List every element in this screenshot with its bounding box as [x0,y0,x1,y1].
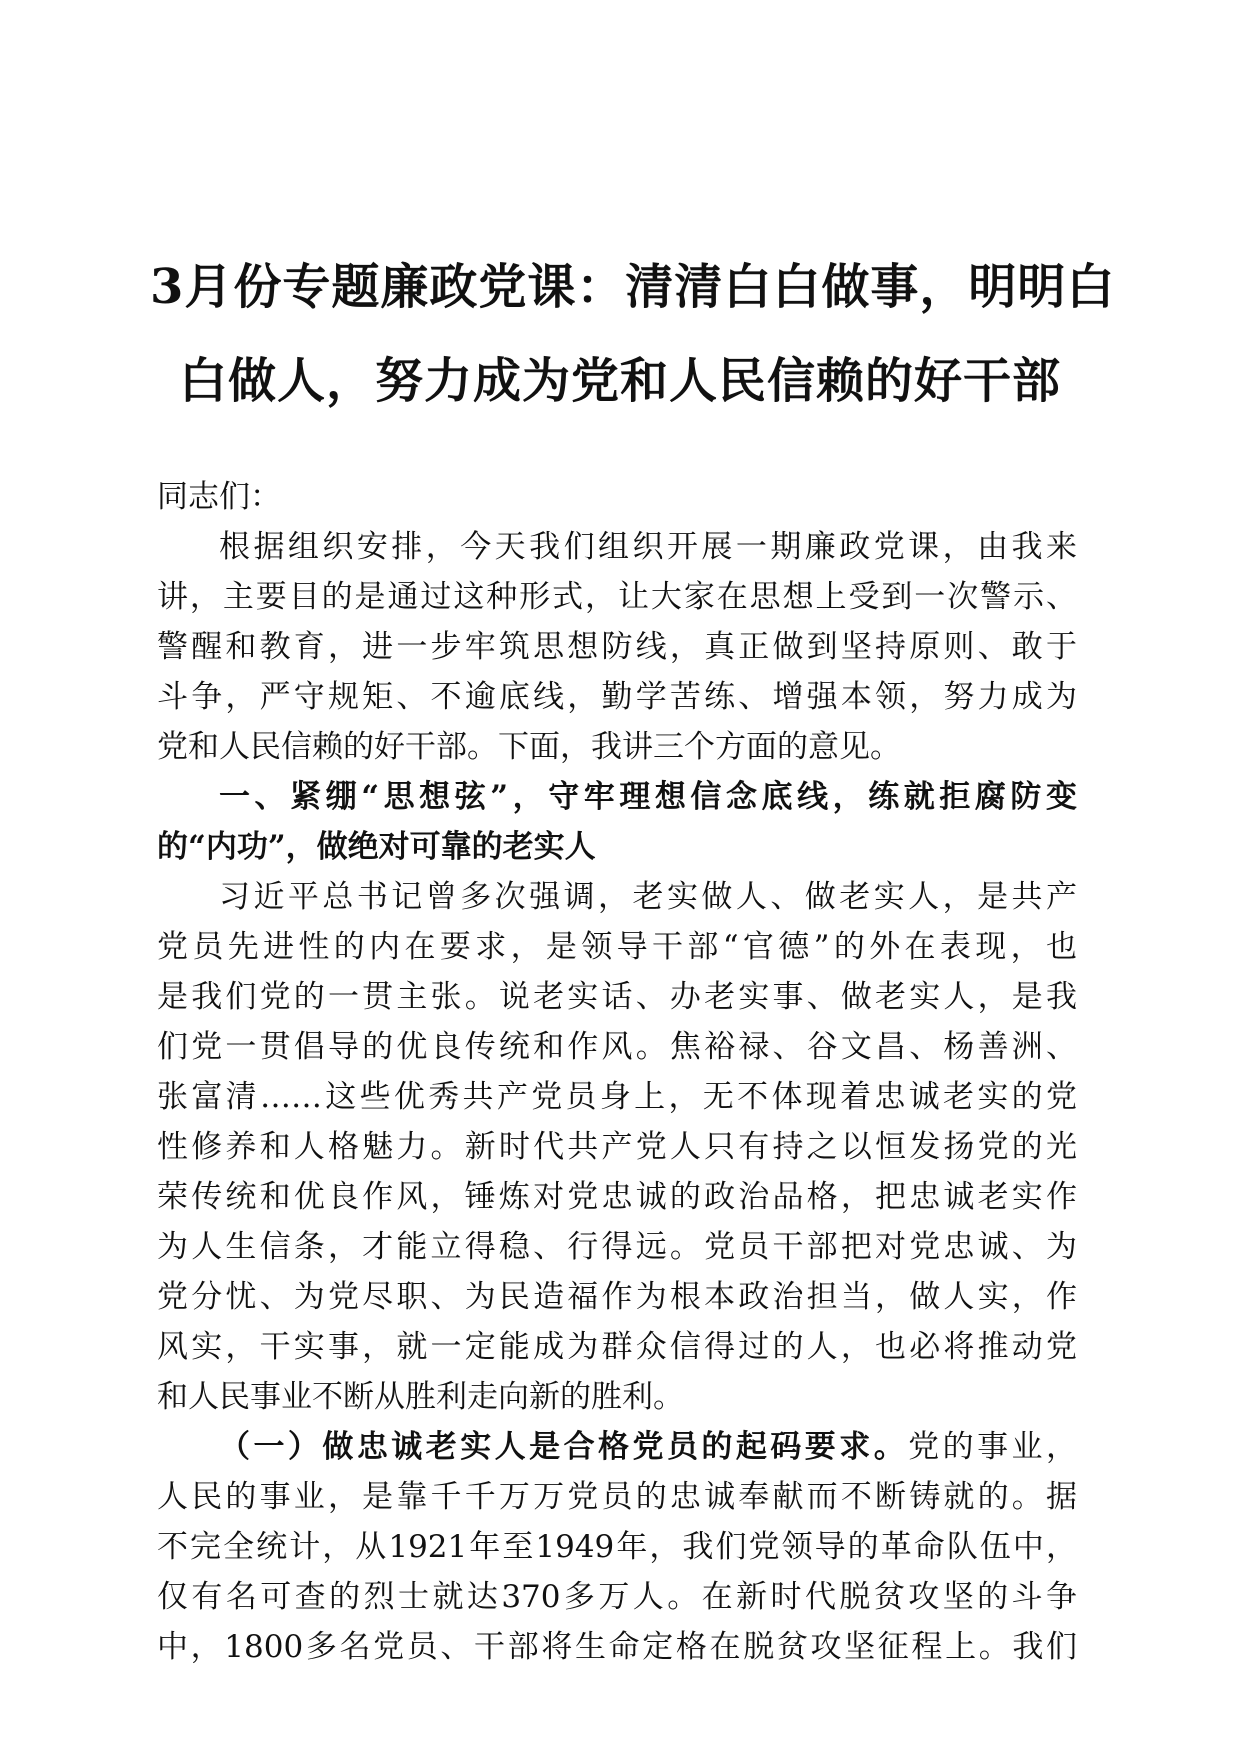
paragraph-line: 中，1800多名党员、干部将生命定格在脱贫攻坚征程上。我们 [157,1629,1077,1665]
paragraph-line: 荣传统和优良作风，锤炼对党忠诚的政治品格，把忠诚老实作 [157,1179,1077,1215]
document-body [157,472,1077,1672]
title-line-2: 白做人，努力成为党和人民信赖的好干部 [178,353,1061,409]
document-title [150,240,1116,428]
paragraph-line: 性修养和人格魅力。新时代共产党人只有持之以恒发扬党的光 [157,1129,1077,1165]
section-1-paragraph [157,872,1077,1422]
paragraph-line: 是我们党的一贯主张。说老实话、办老实事、做老实人，是我 [157,979,1077,1015]
intro-paragraph [157,522,1077,772]
subsection-first-rest: 党的事业， [908,1429,1078,1465]
intro-line: 党和人民信赖的好干部。下面，我讲三个方面的意见。 [157,729,901,765]
intro-line: 警醒和教育，进一步牢筑思想防线，真正做到坚持原则、敢于 [157,629,1077,665]
paragraph-line: 为人生信条，才能立得稳、行得远。党员干部把对党忠诚、为 [157,1229,1077,1265]
subsection-first-line [157,1422,1077,1472]
paragraph-line: 风实，干实事，就一定能成为群众信得过的人，也必将推动党 [157,1329,1077,1365]
intro-line: 斗争，严守规矩、不逾底线，勤学苦练、增强本领，努力成为 [157,679,1077,715]
paragraph-line: 张富清……这些优秀共产党员身上，无不体现着忠诚老实的党 [157,1079,1077,1115]
paragraph-line: 不完全统计，从1921年至1949年，我们党领导的革命队伍中， [157,1529,1077,1565]
section-heading-line: 的“内功”，做绝对可靠的老实人 [157,829,596,865]
subsection-heading: （一）做忠诚老实人是合格党员的起码要求。 [219,1429,909,1465]
paragraph-line: 人民的事业，是靠千千万万党员的忠诚奉献而不断铸就的。据 [157,1479,1077,1515]
paragraph-line: 党分忧、为党尽职、为民造福作为根本政治担当，做人实，作 [157,1279,1077,1315]
title-line-1: 3月份专题廉政党课：清清白白做事，明明白 [150,259,1116,315]
section-heading-line: 一、紧绷“思想弦”，守牢理想信念底线，练就拒腐防变 [219,779,1077,815]
intro-line: 讲，主要目的是通过这种形式，让大家在思想上受到一次警示、 [157,579,1077,615]
paragraph-line: 和人民事业不断从胜利走向新的胜利。 [157,1379,684,1415]
salutation: 同志们： [157,479,281,515]
intro-line: 根据组织安排，今天我们组织开展一期廉政党课，由我来 [219,529,1077,565]
paragraph-line: 仅有名可查的烈士就达370多万人。在新时代脱贫攻坚的斗争 [157,1579,1077,1615]
section-1-heading [157,772,1077,872]
subsection-1-paragraph [157,1422,1077,1672]
paragraph-line: 习近平总书记曾多次强调，老实做人、做老实人，是共产 [219,879,1077,915]
paragraph-line: 们党一贯倡导的优良传统和作风。焦裕禄、谷文昌、杨善洲、 [157,1029,1077,1065]
paragraph-line: 党员先进性的内在要求，是领导干部“官德”的外在表现，也 [157,929,1077,965]
